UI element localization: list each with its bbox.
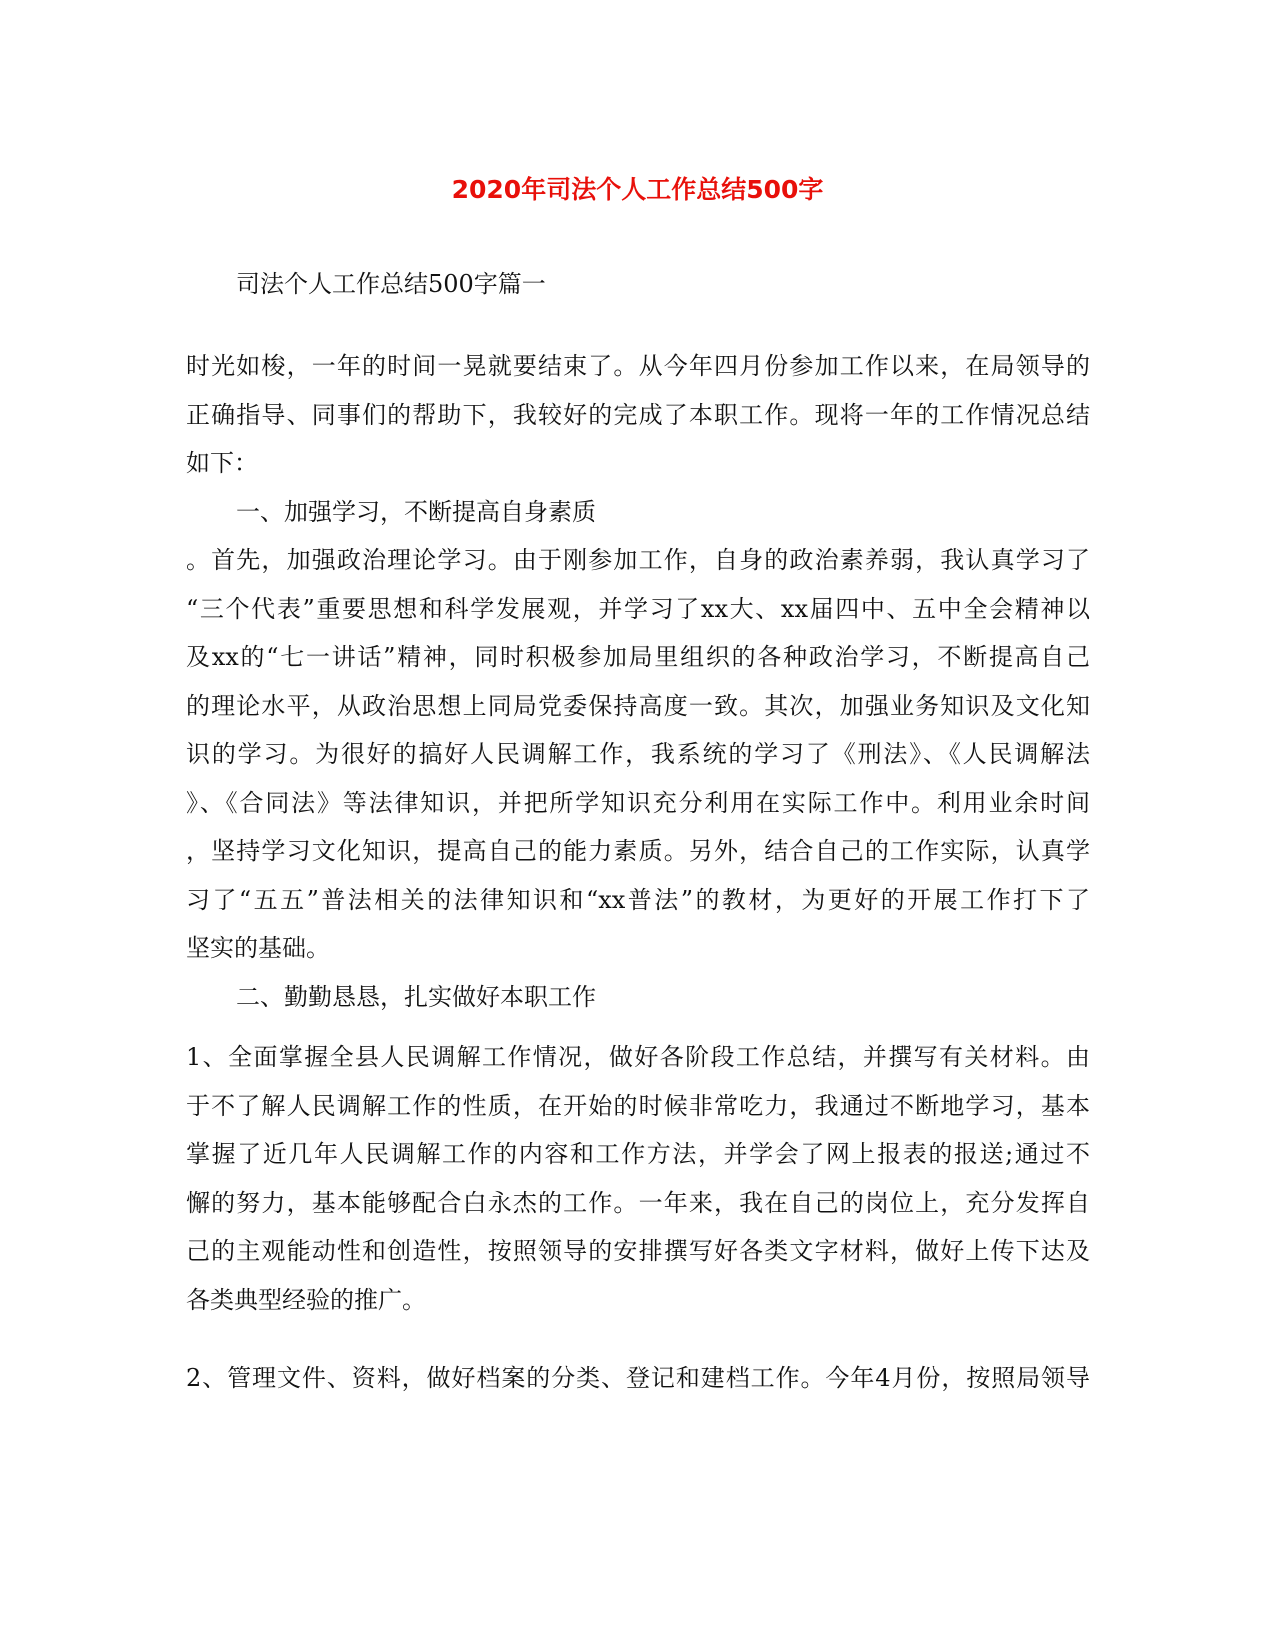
document-subtitle: 司法个人工作总结500字篇一 (236, 270, 546, 298)
text-line: 的理论水平，从政治思想上同局党委保持高度一致。其次，加强业务知识及文化知 (186, 691, 1090, 720)
text-line: 于不了解人民调解工作的性质，在开始的时候非常吃力，我通过不断地学习，基本 (186, 1091, 1090, 1120)
text-line: 己的主观能动性和创造性，按照领导的安排撰写好各类文字材料，做好上传下达及 (186, 1237, 1090, 1265)
text-line: 习了“五五”普法相关的法律知识和“xx普法”的教材，为更好的开展工作打下了 (186, 885, 1090, 914)
text-line: 正确指导、同事们的帮助下，我较好的完成了本职工作。现将一年的工作情况总结 (186, 400, 1090, 429)
text-line: 》、《合同法》等法律知识，并把所学知识充分利用在实际工作中。利用业余时间 (186, 788, 1090, 817)
text-line: 识的学习。为很好的搞好人民调解工作，我系统的学习了《刑法》、《人民调解法 (186, 740, 1090, 768)
text-line: 如下： (186, 449, 258, 477)
text-line: 及xx的“七一讲话”精神，同时积极参加局里组织的各种政治学习，不断提高自己 (186, 643, 1090, 671)
section-heading-2: 二、勤勤恳恳，扎实做好本职工作 (236, 982, 596, 1011)
paragraph-item-1 (186, 1033, 1090, 1324)
text-line: 各类典型经验的推广。 (186, 1285, 426, 1314)
text-line: 掌握了近几年人民调解工作的内容和工作方法，并学会了网上报表的报送;通过不 (186, 1140, 1090, 1168)
document-title: 2020年司法个人工作总结500字 (451, 175, 824, 204)
text-line: 1、全面掌握全县人民调解工作情况，做好各阶段工作总结，并撰写有关材料。由 (186, 1043, 1090, 1071)
text-line: 时光如梭，一年的时间一晃就要结束了。从今年四月份参加工作以来，在局领导的 (186, 352, 1090, 380)
text-line: ，坚持学习文化知识，提高自己的能力素质。另外，结合自己的工作实际，认真学 (186, 837, 1090, 865)
paragraph-intro (186, 342, 1090, 1021)
text-line: 坚实的基础。 (186, 934, 330, 962)
text-line: 懈的努力，基本能够配合白永杰的工作。一年来，我在自己的岗位上，充分发挥自 (186, 1188, 1090, 1217)
text-line: 2、管理文件、资料，做好档案的分类、登记和建档工作。今年4月份，按照局领导 (186, 1364, 1090, 1392)
text-line: “三个代表”重要思想和科学发展观，并学习了xx大、xx届四中、五中全会精神以 (186, 594, 1090, 623)
paragraph-item-2 (186, 1354, 1090, 1403)
section-heading-1: 一、加强学习，不断提高自身素质 (236, 497, 596, 526)
text-line: 。首先，加强政治理论学习。由于刚参加工作，自身的政治素养弱，我认真学习了 (186, 546, 1090, 574)
